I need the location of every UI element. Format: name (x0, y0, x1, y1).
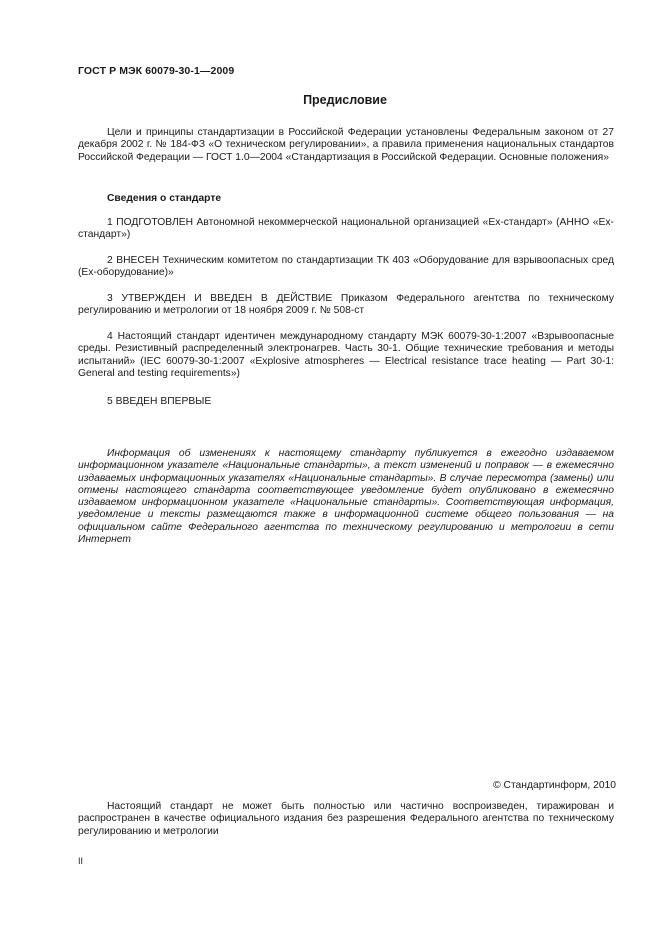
page-number: II (78, 856, 84, 866)
item-3-text: 3 УТВЕРЖДЕН И ВВЕДЕН В ДЕЙСТВИЕ Приказом Федерального агентства по техническому регулированию и метрологии от 18 ноября 2009 г. № 508-ст (78, 293, 614, 317)
list-item (78, 396, 614, 408)
item-1-text: 1 ПОДГОТОВЛЕН Автономной некоммерческой национальной организацией «Ех-стандарт» (АННО «Ех-стандарт») (78, 217, 614, 241)
page-title: Предисловие (303, 93, 387, 107)
item-4-text: 4 Настоящий стандарт идентичен международному стандарту МЭК 60079-30-1:2007 «Взрывоопасные среды. Резистивный распределенный электронагрев. Часть 30-1. Общие технические требования и методы испытаний» (IEC 60079-30-1:2007 «Explosive atmospheres — Electrical resistance trace heating — Part 30-1: General and testing requirements») (78, 331, 614, 379)
info-note-text: Информация об изменениях к настоящему стандарту публикуется в ежегодно издаваемом информационном указателе «Национальные стандарты», а текст изменений и поправок — в ежемесячно издаваемых информационных указателях «Национальные стандарты». В случае пересмотра (замены) или отмены настоящего стандарта соответствующее уведомление будет опубликовано в ежемесячно издаваемом информационном указателе «Национальные стандарты». Соответствующая информация, уведомление и тексты размещаются также в информационной системе общего пользования — на официальном сайте Федерального агентства по техническому регулированию и метрологии в сети Интернет (78, 448, 614, 546)
item-5-text: 5 ВВЕДЕН ВПЕРВЫЕ (107, 396, 212, 407)
footer-notice (78, 801, 614, 838)
list-item (78, 293, 614, 318)
copyright: © Стандартинформ, 2010 (493, 780, 616, 791)
list-item (78, 217, 614, 242)
intro-paragraph (78, 127, 614, 164)
item-2-text: 2 ВНЕСЕН Техническим комитетом по стандартизации ТК 403 «Оборудование для взрывоопасных сред (Ех-оборудование)» (78, 255, 614, 279)
document-header: ГОСТ Р МЭК 60079-30-1—2009 (78, 65, 235, 77)
info-note (78, 448, 614, 546)
list-item (78, 255, 614, 280)
footer-notice-text: Настоящий стандарт не может быть полностью или частично воспроизведен, тиражирован и распространен в качестве официального издания без разрешения Федерального агентства по техническому регулированию и метрологии (78, 801, 614, 837)
list-item (78, 331, 614, 380)
intro-text: Цели и принципы стандартизации в Российской Федерации установлены Федеральным законом от 27 декабря 2002 г. № 184-ФЗ «О техническом регулировании», а правила применения национальных стандартов Российской Федерации — ГОСТ 1.0—2004 «Стандартизация в Российской Федерации. Основные положения» (78, 127, 614, 163)
section-heading-text: Сведения о стандарте (107, 193, 222, 204)
section-heading (78, 193, 614, 205)
